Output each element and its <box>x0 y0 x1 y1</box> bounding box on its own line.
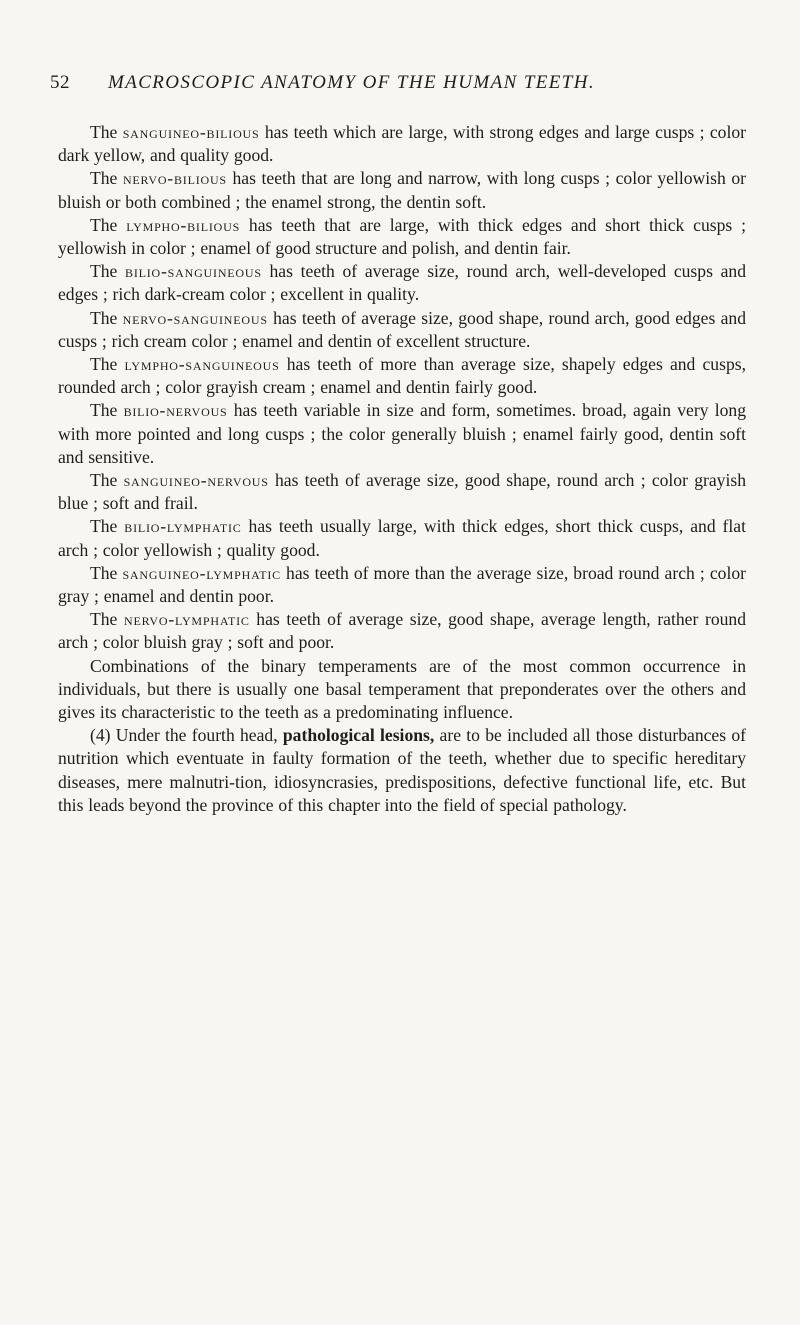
temperament-description: has teeth that are long and narrow, with long cusps ; color yellowish or bluish or both combined ; the enamel strong, the dentin soft. <box>58 168 746 212</box>
running-head <box>50 72 746 96</box>
pathological-lesions-term: pathological lesions, <box>282 725 435 746</box>
final-paragraph-lead: (4) Under the fourth head, <box>90 725 283 746</box>
paragraph-prefix: The <box>90 562 123 583</box>
temperament-description: has teeth of more than average size, shapely edges and cusps, rounded arch ; color grayish cream ; enamel and dentin fairly good. <box>58 354 746 398</box>
temperament-description: has teeth of average size, round arch, well-developed cusps and edges ; rich dark-cream color ; excellent in quality. <box>58 261 746 305</box>
temperament-description: has teeth usually large, with thick edges, short thick cusps, and flat arch ; color yellowish ; quality good. <box>58 516 746 560</box>
temperament-paragraph <box>58 399 746 469</box>
temperament-term: nervo-bilious <box>122 168 227 189</box>
temperament-description: has teeth of average size, good shape, round arch, good edges and cusps ; rich cream color ; enamel and dentin of excellent structure. <box>58 307 746 351</box>
body-text <box>58 121 746 817</box>
combinations-paragraph: Combinations of the binary temperaments are of the most common occurrence in individuals, but there is usually one basal temperament that preponderates over the others and gives its characteristic to the teeth as a predominating influence. <box>58 655 746 723</box>
running-title: MACROSCOPIC ANATOMY OF THE HUMAN TEETH. <box>108 72 596 93</box>
temperament-term: nervo-sanguineous <box>122 307 268 328</box>
temperament-description: has teeth of average size, good shape, round arch ; color grayish blue ; soft and frail. <box>58 470 746 514</box>
page-number: 52 <box>50 72 70 93</box>
paragraph-prefix: The <box>90 307 123 328</box>
temperament-term: lympho-sanguineous <box>124 354 280 375</box>
temperament-paragraph <box>58 562 746 608</box>
temperament-term: bilio-lymphatic <box>124 516 242 537</box>
temperament-description: has teeth which are large, with strong edges and large cusps ; color dark yellow, and quality good. <box>58 122 746 166</box>
paragraph-prefix: The <box>90 354 125 375</box>
temperament-paragraph <box>58 515 746 561</box>
paragraph-prefix: The <box>90 261 126 282</box>
temperament-paragraph <box>58 469 746 515</box>
temperament-term: sanguineo-bilious <box>122 122 260 142</box>
temperament-term: sanguineo-nervous <box>123 470 269 491</box>
temperament-paragraph <box>58 167 746 213</box>
temperament-paragraph <box>58 121 746 167</box>
temperament-term: sanguineo-lymphatic <box>122 562 281 583</box>
paragraph-prefix: The <box>90 609 124 630</box>
temperament-paragraph <box>58 260 746 306</box>
paragraph-prefix: The <box>90 470 124 491</box>
temperament-term: bilio-nervous <box>123 400 228 421</box>
paragraph-prefix: The <box>90 122 123 142</box>
paragraph-prefix: The <box>90 168 123 189</box>
temperament-paragraph <box>58 307 746 353</box>
temperament-term: bilio-sanguineous <box>125 261 262 282</box>
paragraph-prefix: The <box>90 516 125 537</box>
final-paragraph-rest: are to be included all those disturbances of nutrition which eventuate in faulty formation of the teeth, whether due to specific hereditary diseases, mere malnutri-tion, idiosyncrasies, predispositions, defective functional life, etc. But this leads beyond the province of this chapter into the field of special pathology. <box>58 725 747 815</box>
paragraph-prefix: The <box>90 400 124 421</box>
temperament-paragraph <box>58 608 746 654</box>
pathological-lesions-paragraph <box>58 724 746 817</box>
temperament-paragraph <box>58 214 746 260</box>
temperament-paragraph <box>58 353 746 399</box>
temperament-description: has teeth that are large, with thick edges and short thick cusps ; yellowish in color ; enamel of good structure and polish, and dentin fair. <box>58 214 746 259</box>
temperament-term: nervo-lymphatic <box>123 609 250 630</box>
temperament-term: lympho-bilious <box>126 214 241 235</box>
temperament-description: has teeth of average size, good shape, average length, rather round arch ; color bluish gray ; soft and poor. <box>58 609 747 653</box>
temperament-description: has teeth variable in size and form, sometimes. broad, again very long with more pointed and long cusps ; the color generally bluish ; enamel fairly good, dentin soft and sensitive. <box>58 400 747 467</box>
temperament-description: has teeth of more than the average size, broad round arch ; color gray ; enamel and dentin poor. <box>58 562 746 607</box>
paragraph-prefix: The <box>90 214 127 235</box>
